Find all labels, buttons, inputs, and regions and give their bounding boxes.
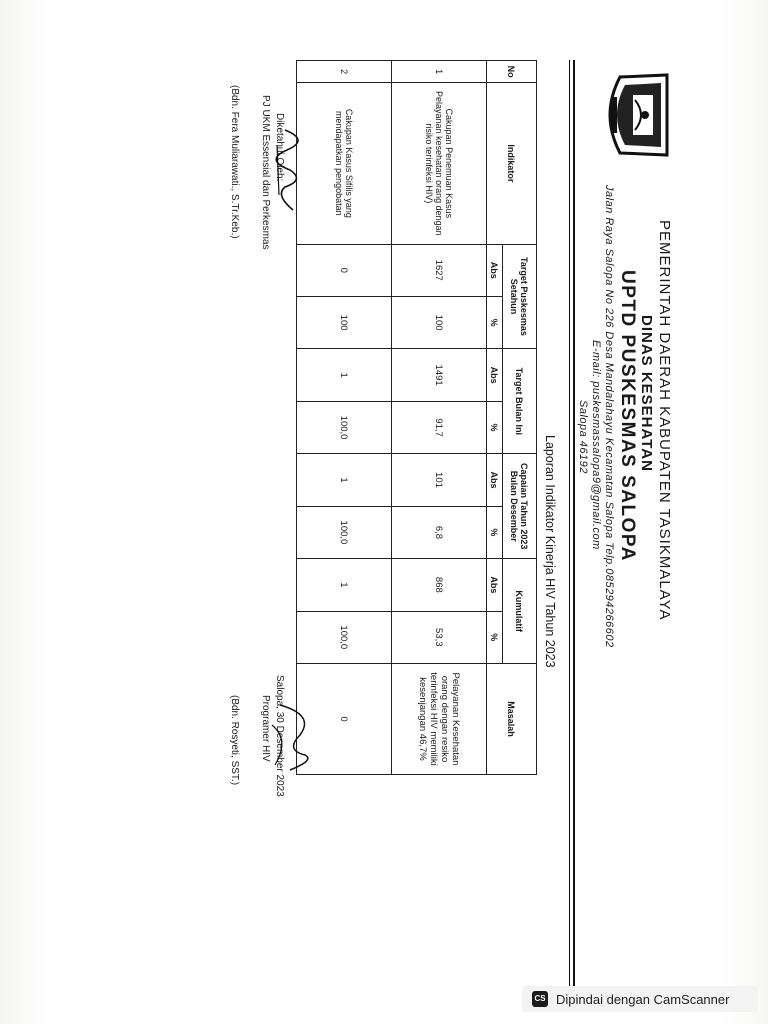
- row-capaian-pct: 100,0: [297, 506, 392, 558]
- letterhead-unit: UPTD PUSKESMAS SALOPA: [617, 270, 638, 562]
- row-kumulatif-pct: 53,3: [392, 611, 487, 663]
- row-target-pct: 100: [392, 296, 487, 348]
- row-indikator: Cakupan Kasus Sifilis yang mendapatkan pengobatan: [297, 83, 392, 244]
- report-title: Laporan Indikator Kinerja HIV Tahun 2023: [543, 435, 557, 668]
- rotated-signature-layer: [229, 55, 685, 995]
- row-bulan-pct: 100,0: [297, 401, 392, 453]
- letterhead-postal: Salopa 46192: [577, 400, 589, 474]
- camscanner-logo-icon: CS: [532, 991, 548, 1007]
- header-kumulatif: Kumulatif: [503, 559, 537, 664]
- letterhead-address: Jalan Raya Salopa No 226 Desa Mandalahayu Kecamatan Salopa Telp.085294266602: [603, 185, 615, 648]
- header-no: No: [487, 61, 537, 83]
- subheader-pct: %: [487, 401, 503, 453]
- camscanner-label: Dipindai dengan CamScanner: [556, 991, 730, 1007]
- row-masalah: Pelayanan Kesehatan orang dengan resiko terinfeksi HIV memiliki kesenjangan 46,7%: [392, 664, 487, 775]
- letterhead-email: E-mail: puskesmassalopa9@gmail.com: [590, 340, 602, 550]
- letterhead-department: DINAS KESEHATAN: [638, 315, 655, 472]
- header-masalah: Masalah: [487, 664, 537, 775]
- subheader-pct: %: [487, 506, 503, 558]
- row-kumulatif-abs: 1: [297, 559, 392, 611]
- subheader-abs: Abs: [487, 559, 503, 611]
- row-no: 2: [297, 61, 392, 83]
- subheader-abs: Abs: [487, 454, 503, 506]
- row-no: 1: [392, 61, 487, 83]
- letterhead-government: PEMERINTAH DAERAH KABUPATEN TASIKMALAYA: [656, 220, 673, 621]
- row-kumulatif-abs: 868: [392, 559, 487, 611]
- row-capaian-abs: 1: [297, 454, 392, 506]
- row-target-abs: 0: [297, 244, 392, 296]
- row-kumulatif-pct: 100,0: [297, 611, 392, 663]
- row-capaian-pct: 6,8: [392, 506, 487, 558]
- signature-right-scribble-icon: [265, 695, 320, 785]
- row-bulan-abs: 1491: [392, 349, 487, 401]
- subheader-abs: Abs: [487, 349, 503, 401]
- header-indikator: Indikator: [487, 83, 537, 244]
- row-capaian-abs: 101: [392, 454, 487, 506]
- subheader-pct: %: [487, 296, 503, 348]
- row-bulan-abs: 1: [297, 349, 392, 401]
- signature-right-role: Programer HIV: [260, 695, 271, 762]
- header-target-bulan: Target Bulan Ini: [503, 349, 537, 454]
- row-masalah: 0: [297, 664, 392, 775]
- row-indikator: Cakupan Penemuan Kasus Pelayanan kesehatan orang dengan risiko terinfeksi HIV): [392, 83, 487, 244]
- row-target-abs: 1627: [392, 244, 487, 296]
- signature-right-date: Salopa, 30 Desember 2023: [274, 675, 285, 797]
- signature-left-caption: Diketahui Oleh:: [274, 113, 285, 182]
- subheader-abs: Abs: [487, 244, 503, 296]
- signature-left-scribble-icon: [265, 125, 315, 215]
- signature-left-role: PJ UKM Essensial dan Perkesmas: [260, 95, 271, 250]
- header-capaian: Capaian Tahun 2023 Bulan Desember: [503, 454, 537, 559]
- row-bulan-pct: 91,7: [392, 401, 487, 453]
- row-target-pct: 100: [297, 296, 392, 348]
- signature-left-name: (Bdn. Fera Muliarawati., S.Tr.Keb.): [229, 85, 240, 239]
- header-target-setahun: Target Puskesmas Setahun: [503, 244, 537, 349]
- subheader-pct: %: [487, 611, 503, 663]
- camscanner-badge: [522, 986, 758, 1012]
- signature-right-name: (Bdn. Rosyeti, SST.): [229, 695, 240, 786]
